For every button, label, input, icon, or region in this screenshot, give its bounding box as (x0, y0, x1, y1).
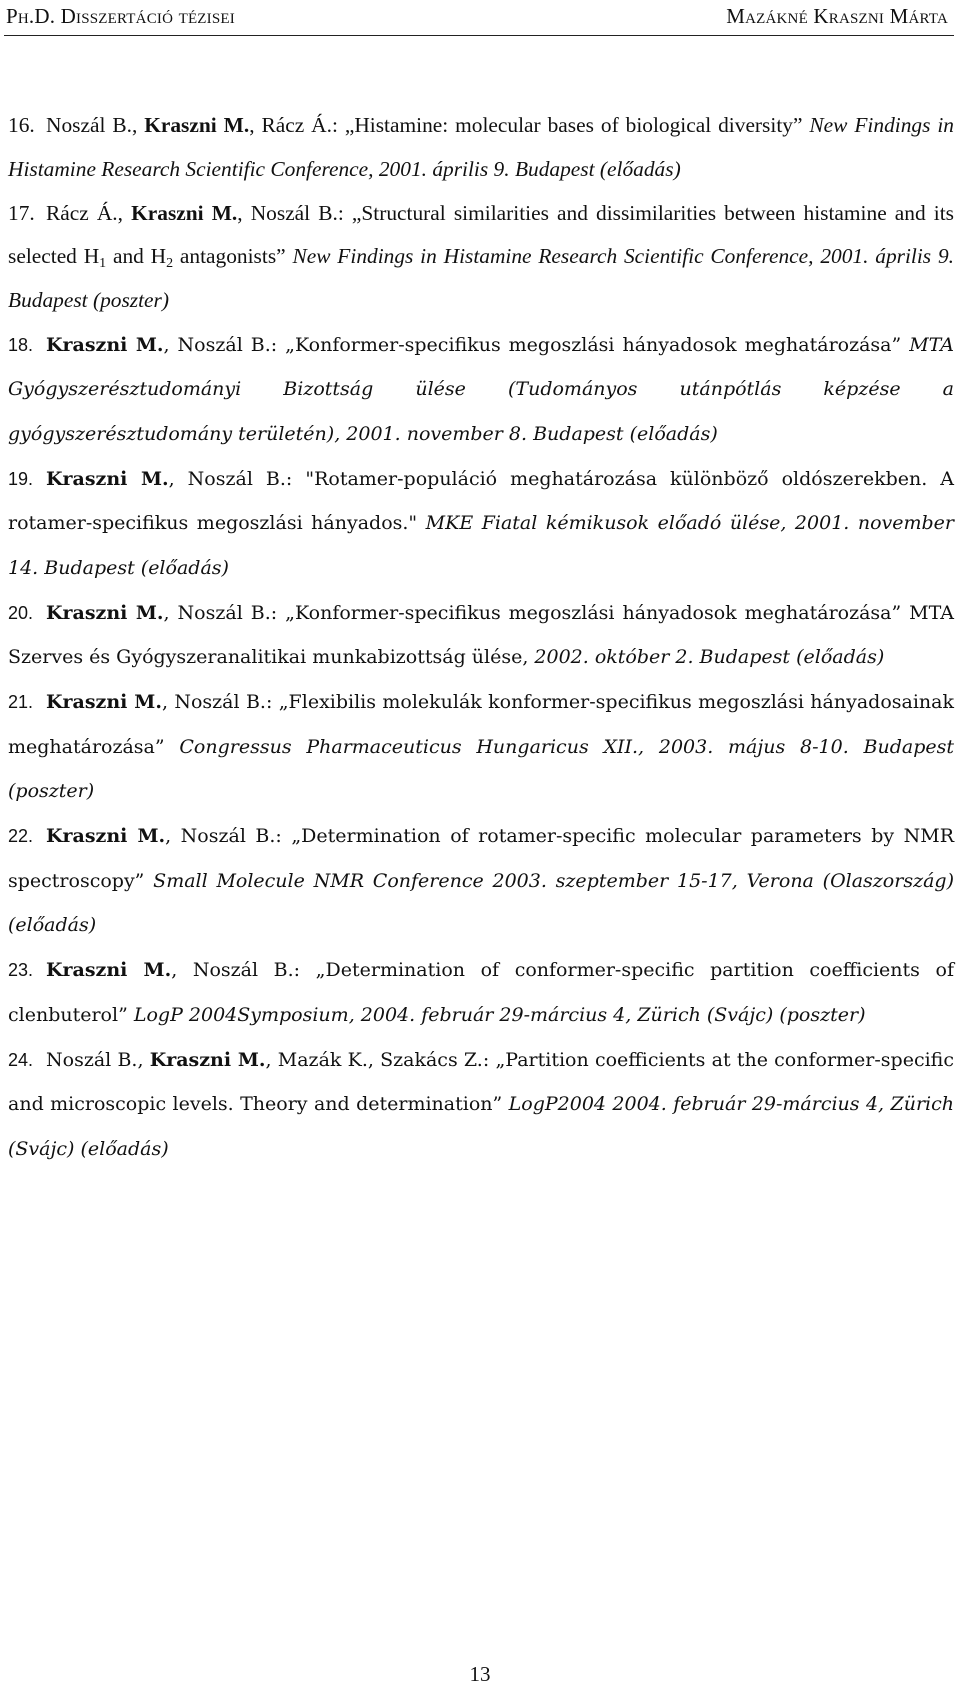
author-highlight: Kraszni M. (46, 691, 162, 713)
title-text: , Mazák K., Szakács Z.: „Partition coefficients at the conformer-specific and microscopic levels. Theory and determination” (8, 1048, 954, 1115)
title-text: antagonists” (173, 244, 293, 268)
header-author: Mazákné Kraszni Márta (726, 4, 948, 28)
publication-list (8, 104, 954, 1172)
author-highlight: Kraszni M. (46, 333, 164, 356)
author: Noszál B., (46, 1048, 150, 1071)
title-text: , Noszál B.: „Structural similarities and dissimilarities between histamine and its selected H (8, 200, 955, 268)
publication-item (8, 680, 954, 814)
author-highlight: Kraszni M. (46, 467, 169, 490)
item-number: 23. (8, 960, 34, 980)
item-number: 18. (8, 334, 34, 355)
title-text: , Noszál B.: „Determination of rotamer-specific molecular parameters by NMR spectroscopy” (8, 825, 955, 892)
header-rule (4, 35, 954, 36)
publication-item (8, 591, 954, 680)
author-highlight: Kraszni M. (149, 1048, 266, 1071)
author: Noszál B., (46, 113, 145, 137)
author: Rácz Á., (46, 200, 132, 225)
author-highlight: Kraszni M. (46, 601, 164, 624)
item-number: 16. (8, 113, 35, 137)
page-number: 13 (469, 1662, 491, 1686)
publication-item (8, 814, 954, 948)
item-number: 24. (8, 1049, 34, 1070)
item-number: 22. (8, 826, 34, 846)
venue-text: MTA Gyógyszerésztudományi Bizottság ülése (Tudományos utánpótlás képzése a gyógyszerésztudomány területén), 2001. november 8. Budapest (előadás) (8, 333, 954, 445)
title-text: , Rácz Á.: „Histamine: molecular bases of biological (249, 113, 712, 137)
author-highlight: Kraszni M. (144, 113, 250, 137)
venue-text: Small Molecule NMR Conference 2003. szeptember 15-17, Verona (Olaszország) (előadás) (8, 869, 954, 936)
item-number: 21. (8, 692, 34, 712)
publication-item (8, 323, 954, 457)
item-number: 20. (8, 602, 34, 623)
title-text: , Noszál B.: "Rotamer-populáció meghatározása különböző oldószerekben. A rotamer-specifikus megoszlási hányados." (8, 467, 955, 534)
publication-item (8, 457, 954, 591)
running-header (0, 0, 960, 40)
title-text: , Noszál B.: „Konformer-specifikus megoszlási hányadosok meghatározása” MTA Szerves és Gyógyszeranalitikai munkabizottság ülése, (8, 601, 954, 668)
publication-item (8, 1038, 954, 1172)
title-text: , Noszál B.: „Determination of conformer-specific partition coefficients of clenbuterol” (8, 959, 954, 1026)
venue-text: 2002. október 2. Budapest (előadás) (534, 646, 885, 668)
item-number: 19. (8, 468, 34, 489)
title-text: diversity” (718, 113, 810, 137)
venue-text: Congressus Pharmaceuticus Hungaricus XII., 2003. május 8-10. Budapest (poszter) (8, 735, 954, 802)
venue-text: LogP2004 2004. február 29-március 4, Zürich (Svájc) (előadás) (8, 1093, 954, 1160)
publication-item (8, 948, 954, 1037)
publication-item (8, 192, 954, 323)
author-highlight: Kraszni M. (131, 200, 238, 225)
venue-text: New Findings in Histamine Research Scientific Conference, 2001. április 9. Budapest (poszter) (8, 244, 954, 312)
title-text: , Noszál B.: „Konformer-specifikus megoszlási hányadosok meghatározása” (163, 333, 910, 356)
title-text: , Noszál B.: „Flexibilis molekulák konformer-specifikus megoszlási hányadosainak meghatározása” (8, 691, 955, 758)
subscript: 1 (99, 256, 107, 271)
title-text: and H (106, 244, 167, 268)
venue-text: MKE Fiatal kémikusok előadó ülése, 2001. november 14. Budapest (előadás) (8, 512, 954, 579)
item-number: 17. (8, 200, 35, 225)
venue-text: New Findings in Histamine Research Scientific Conference, 2001. április 9. Budapest (előadás) (8, 113, 955, 181)
author-highlight: Kraszni M. (46, 825, 166, 847)
header-thesis-title: Ph.D. Disszertáció tézisei (6, 4, 235, 28)
author-highlight: Kraszni M. (46, 959, 172, 981)
venue-text: LogP 2004Symposium, 2004. február 29-március 4, Zürich (Svájc) (poszter) (133, 1003, 866, 1026)
subscript: 2 (166, 256, 174, 271)
publication-item (8, 104, 954, 191)
